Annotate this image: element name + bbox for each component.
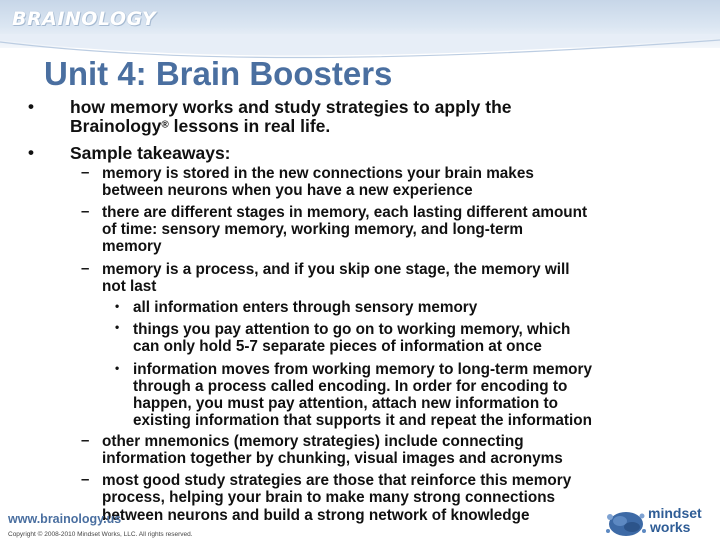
dash-marker: –: [81, 432, 90, 449]
takeaway-line: other mnemonics (memory strategies) include connecting: [102, 433, 524, 450]
bullet-line: Sample takeaways:: [70, 143, 231, 163]
bullet-marker: •: [28, 97, 34, 116]
sub-point-line: happen, you must pay attention, attach new information to: [133, 395, 558, 412]
copyright-notice: Copyright © 2008-2010 Mindset Works, LLC. All rights reserved.: [8, 531, 193, 538]
takeaway-line: there are different stages in memory, each lasting different amount: [102, 204, 588, 221]
sub-bullet-marker: •: [115, 299, 120, 313]
page-title: Unit 4: Brain Boosters: [44, 55, 393, 92]
takeaway-line: memory is a process, and if you skip one stage, the memory will: [102, 261, 570, 278]
sub-bullet-marker: •: [115, 361, 120, 375]
takeaway-line: most good study strategies are those that reinforce this memory: [102, 472, 572, 489]
sub-point-line: through a process called encoding. In order for encoding to: [133, 378, 568, 395]
bullet-line: Brainology® lessons in real life.: [70, 116, 331, 136]
takeaway-line: memory is stored in the new connections your brain makes: [102, 165, 534, 182]
registered-mark: ®: [161, 119, 169, 131]
sub-point-line: existing information that supports it and repeat the information: [133, 412, 592, 429]
brain-globe-icon: [604, 507, 648, 539]
takeaway-line: information together by chunking, visual images and acronyms: [102, 450, 563, 467]
takeaway-line: between neurons when you have a new experience: [102, 182, 473, 199]
sub-point-line: all information enters through sensory memory: [133, 299, 478, 316]
takeaway-line: not last: [102, 278, 157, 295]
sub-bullet-marker: •: [115, 320, 120, 334]
brainology-logo: BRAINOLOGY: [12, 8, 157, 30]
dash-marker: –: [81, 203, 90, 220]
takeaway-line: between neurons and build a strong network of knowledge: [102, 507, 530, 524]
sub-point-line: can only hold 5-7 separate pieces of information at once: [133, 338, 542, 355]
bullet-line: how memory works and study strategies to apply the: [70, 97, 512, 117]
takeaway-line: memory: [102, 238, 162, 255]
dash-marker: –: [81, 164, 90, 181]
takeaway-line: process, helping your brain to make many strong connections: [102, 489, 556, 506]
dash-marker: –: [81, 260, 90, 277]
takeaway-line: of time: sensory memory, working memory, and long-term: [102, 221, 524, 238]
sub-point-line: things you pay attention to go on to working memory, which: [133, 321, 571, 338]
dash-marker: –: [81, 471, 90, 488]
footer-url-link[interactable]: www.brainology.us: [8, 512, 122, 526]
logo-text-works: works: [650, 519, 691, 535]
sub-point-line: information moves from working memory to long-term memory: [133, 361, 592, 378]
mindset-works-logo: [604, 507, 716, 539]
logo-text-mindset: mindset: [648, 505, 702, 521]
bullet-marker: •: [28, 143, 34, 162]
